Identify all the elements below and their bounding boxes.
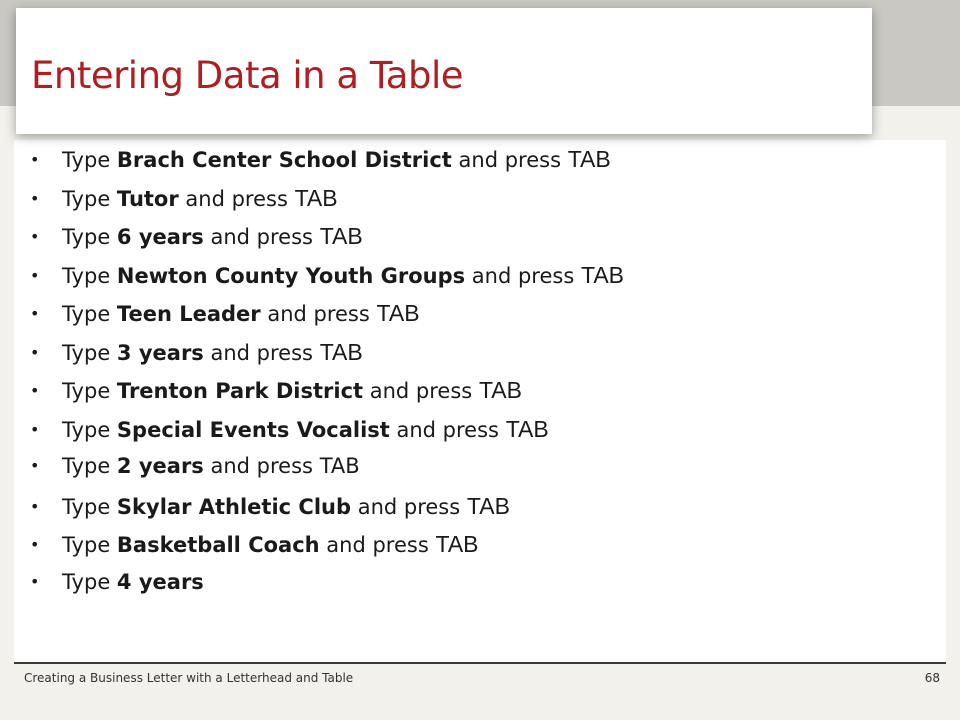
bullet-prefix: Type	[62, 379, 111, 403]
bullet-bold-text: Brach Center School District	[116, 148, 452, 172]
bullet-suffix: and press	[458, 148, 562, 172]
list-item	[30, 223, 930, 262]
list-item	[30, 570, 930, 609]
bullet-prefix: Type	[62, 225, 111, 249]
bullet-prefix: Type	[62, 186, 111, 211]
bullet-bold-text: Trenton Park District	[116, 379, 364, 403]
bullet-key: TAB	[435, 531, 479, 557]
bullet-key: TAB	[580, 261, 625, 288]
bullet-prefix: Type	[62, 417, 111, 442]
bullet-dot-icon: •	[30, 227, 40, 246]
bullet-prefix: Type	[62, 340, 111, 365]
bullet-prefix: Type	[62, 494, 111, 519]
bullet-prefix: Type	[62, 148, 111, 172]
bullet-key: TAB	[319, 338, 363, 365]
page-number: 68	[924, 671, 940, 685]
bullet-bold-text: 3 years	[116, 340, 204, 365]
bullet-dot-icon: •	[30, 456, 40, 475]
bullet-key: TAB	[567, 146, 611, 172]
bullet-dot-icon: •	[30, 419, 40, 439]
bullet-suffix: and press	[326, 533, 429, 557]
footer-title: Creating a Business Letter with a Letterhead and Table	[24, 671, 354, 685]
bullet-suffix: and press	[267, 302, 370, 326]
bullet-suffix: and press	[369, 379, 473, 403]
bullet-prefix: Type	[62, 533, 111, 557]
bullet-prefix: Type	[62, 302, 111, 326]
list-item	[30, 146, 930, 185]
list-item	[30, 531, 930, 570]
bullet-key: TAB	[294, 184, 338, 211]
bullet-suffix: and press	[185, 186, 288, 211]
bullet-key: TAB	[505, 415, 549, 442]
bullet-bold-text: 2 years	[116, 454, 204, 478]
bullet-dot-icon: •	[30, 571, 40, 591]
bullet-prefix: Type	[62, 569, 111, 594]
bullet-suffix: and press	[210, 340, 313, 365]
bullet-key: TAB	[319, 454, 360, 478]
bullet-list	[30, 146, 930, 608]
bullet-dot-icon: •	[30, 304, 40, 323]
bullet-bold-text: Tutor	[116, 186, 179, 211]
bullet-bold-text: Teen Leader	[116, 302, 261, 326]
list-item	[30, 300, 930, 339]
bullet-dot-icon: •	[30, 150, 40, 169]
bullet-bold-text: Basketball Coach	[116, 533, 320, 557]
bullet-bold-text: 6 years	[116, 225, 204, 249]
bullet-dot-icon: •	[30, 381, 40, 400]
bullet-suffix: and press	[210, 225, 313, 249]
bullet-bold-text: 4 years	[116, 569, 204, 594]
bullet-dot-icon: •	[30, 496, 40, 516]
list-item	[30, 493, 930, 532]
bullet-bold-text: Skylar Athletic Club	[116, 494, 352, 519]
list-item	[30, 377, 930, 416]
footer-divider	[14, 662, 946, 664]
bullet-suffix: and press	[210, 454, 313, 478]
slide-title: Entering Data in a Table	[31, 54, 463, 97]
bullet-key: TAB	[466, 492, 510, 519]
title-box	[16, 8, 872, 134]
list-item	[30, 454, 930, 493]
bullet-suffix: and press	[357, 494, 461, 519]
bullet-prefix: Type	[62, 263, 111, 288]
list-item	[30, 262, 930, 301]
bullet-dot-icon: •	[30, 265, 40, 285]
bullet-dot-icon: •	[30, 342, 40, 362]
bullet-dot-icon: •	[30, 188, 40, 208]
bullet-suffix: and press	[396, 417, 499, 442]
bullet-key: TAB	[376, 300, 420, 326]
bullet-dot-icon: •	[30, 535, 40, 554]
bullet-suffix: and press	[471, 263, 575, 288]
list-item	[30, 339, 930, 378]
bullet-bold-text: Special Events Vocalist	[116, 417, 390, 442]
list-item	[30, 416, 930, 455]
bullet-prefix: Type	[62, 454, 111, 478]
list-item	[30, 185, 930, 224]
bullet-bold-text: Newton County Youth Groups	[116, 263, 466, 288]
bullet-key: TAB	[478, 377, 522, 403]
bullet-key: TAB	[319, 223, 363, 249]
